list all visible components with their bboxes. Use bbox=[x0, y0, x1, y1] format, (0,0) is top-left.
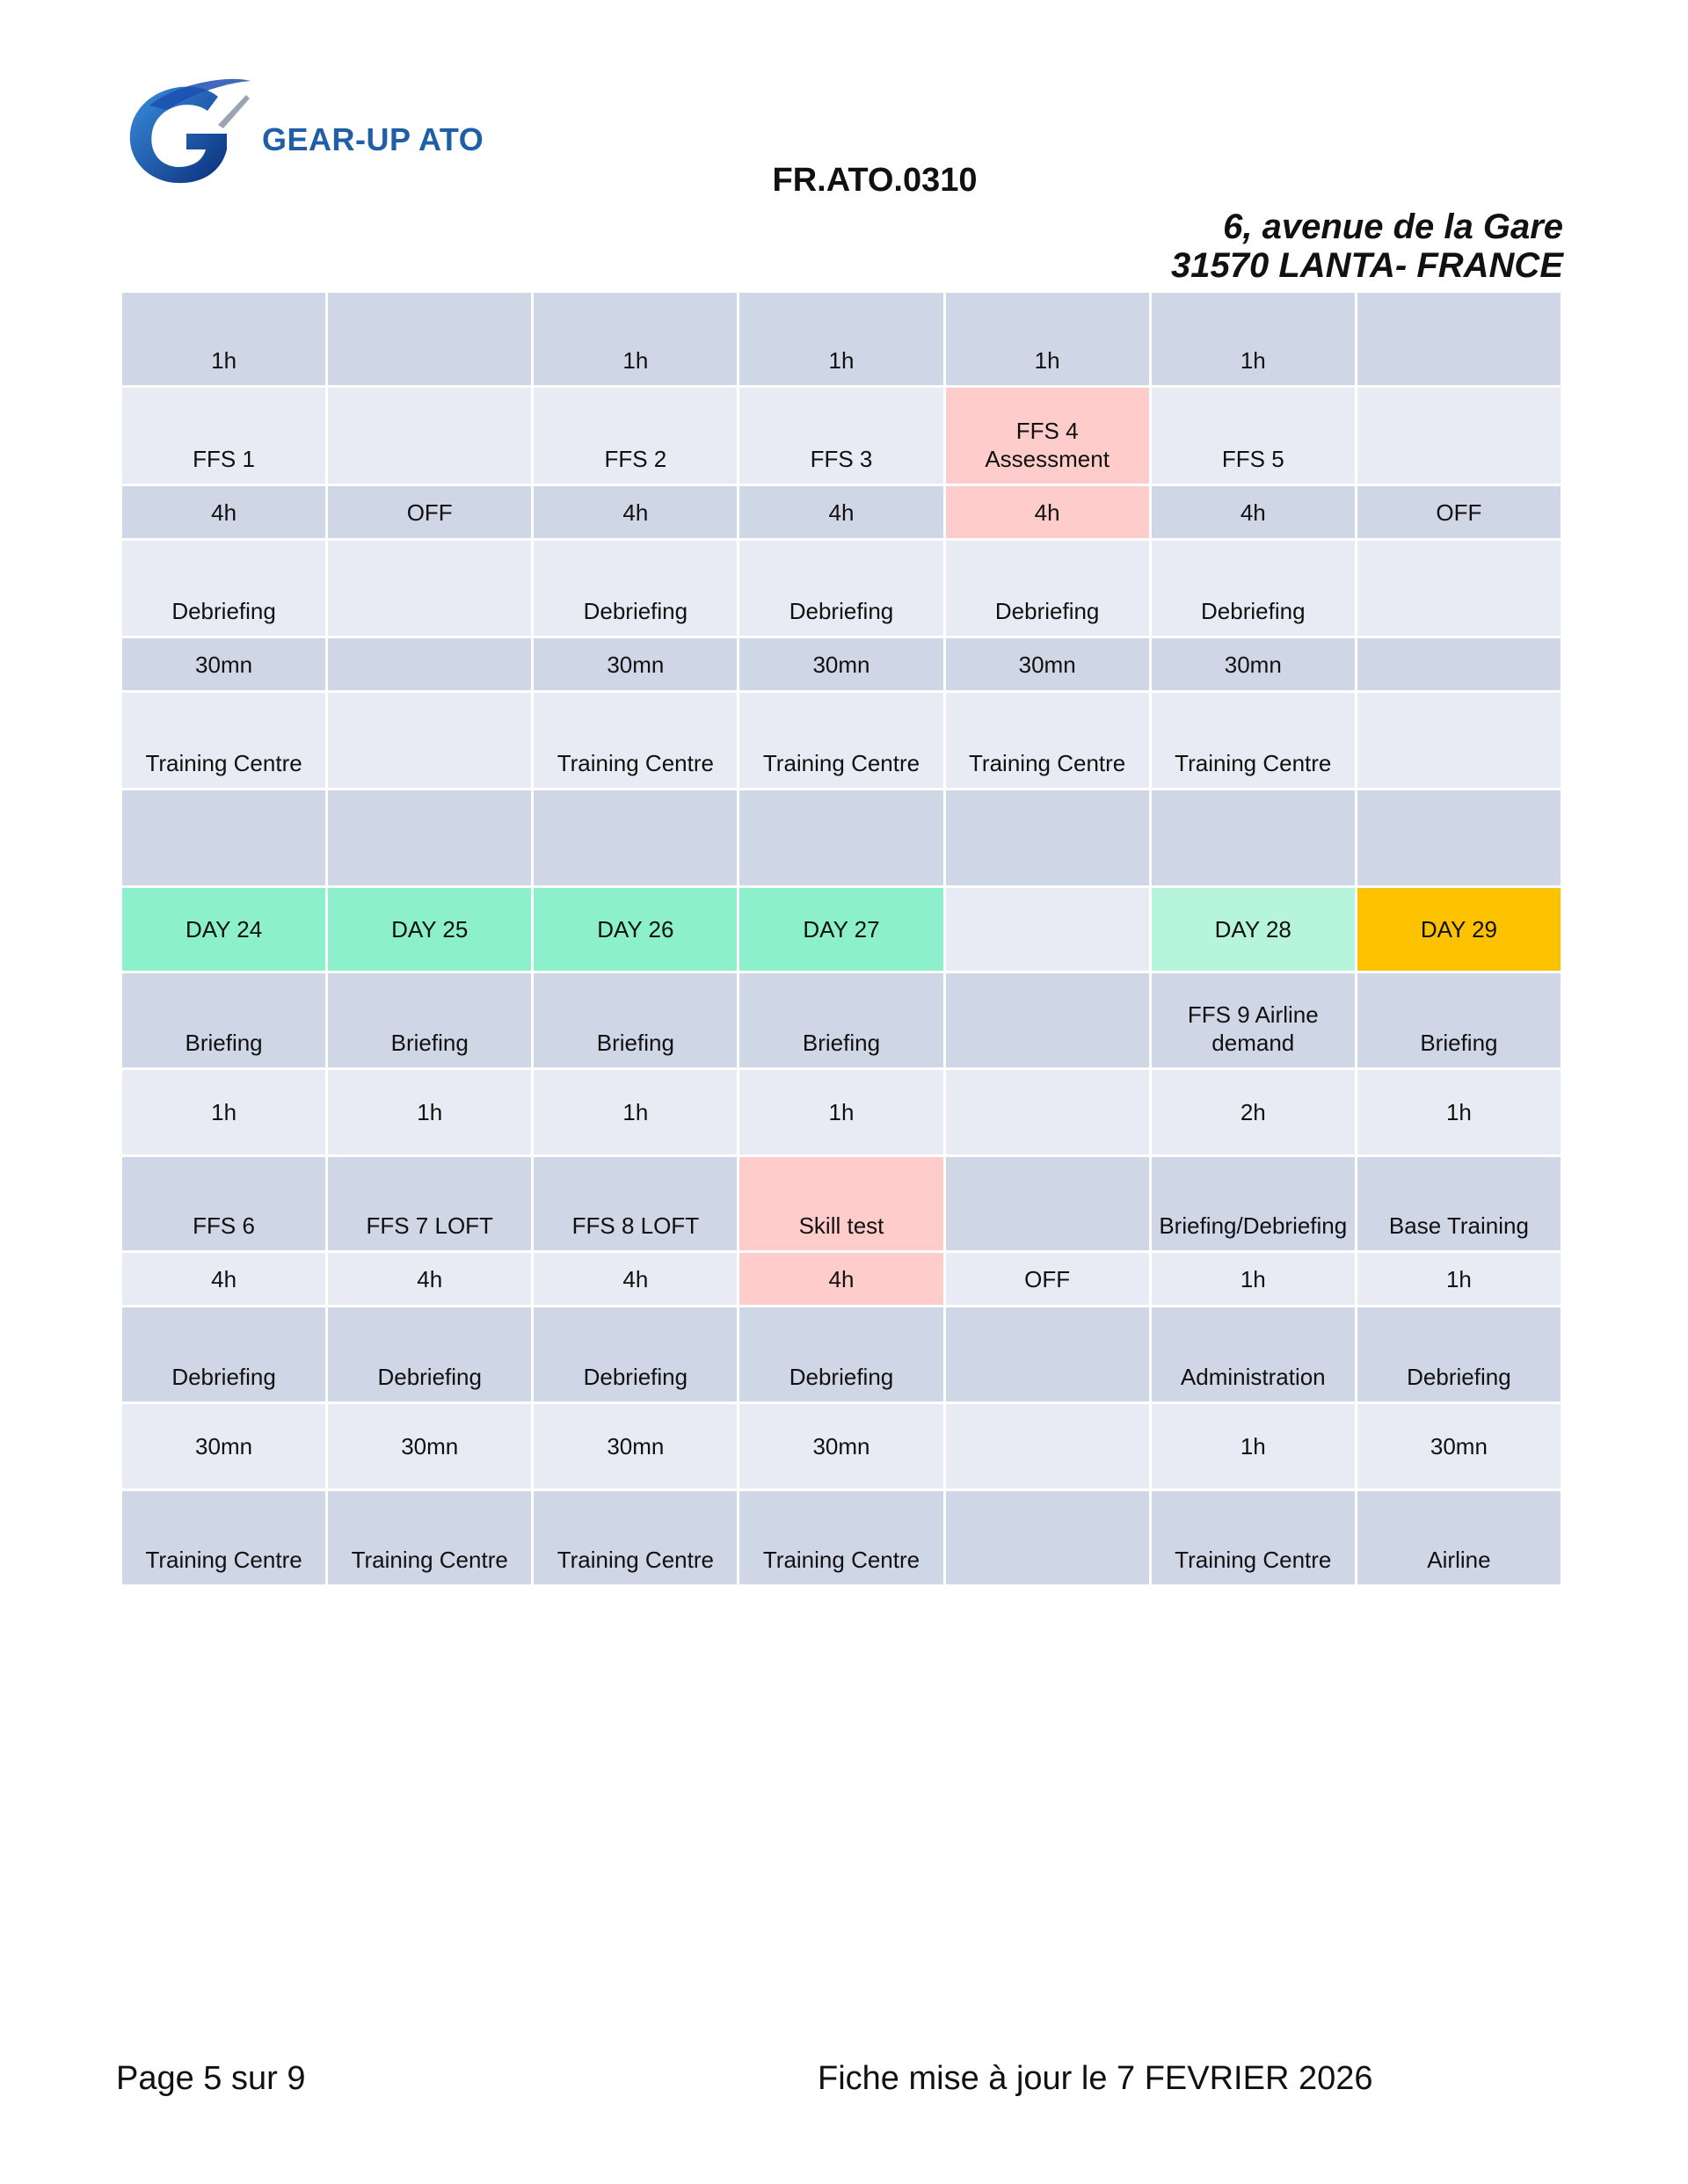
schedule-cell: 1h bbox=[738, 1069, 944, 1156]
schedule-cell: 30mn bbox=[1150, 637, 1356, 692]
schedule-cell bbox=[738, 790, 944, 887]
schedule-cell: 1h bbox=[1356, 1252, 1561, 1307]
schedule-cell: DAY 25 bbox=[327, 887, 533, 972]
schedule-cell bbox=[1356, 692, 1561, 790]
schedule-cell bbox=[944, 972, 1150, 1069]
schedule-cell: 1h bbox=[1150, 1403, 1356, 1490]
schedule-cell: OFF bbox=[944, 1252, 1150, 1307]
schedule-cell: 30mn bbox=[944, 637, 1150, 692]
schedule-cell: Debriefing bbox=[121, 540, 327, 637]
schedule-cell: Training Centre bbox=[1150, 692, 1356, 790]
schedule-cell: Skill test bbox=[738, 1156, 944, 1252]
schedule-cell: 30mn bbox=[738, 637, 944, 692]
schedule-row bbox=[121, 887, 1562, 972]
schedule-cell: DAY 28 bbox=[1150, 887, 1356, 972]
schedule-cell: OFF bbox=[1356, 485, 1561, 540]
schedule-cell bbox=[533, 790, 738, 887]
schedule-row bbox=[121, 387, 1562, 485]
schedule-cell: Debriefing bbox=[738, 540, 944, 637]
schedule-cell bbox=[944, 1307, 1150, 1403]
schedule-row bbox=[121, 485, 1562, 540]
schedule-row bbox=[121, 1069, 1562, 1156]
schedule-row bbox=[121, 1156, 1562, 1252]
schedule-row bbox=[121, 1403, 1562, 1490]
schedule-cell: Briefing bbox=[738, 972, 944, 1069]
schedule-cell: Administration bbox=[1150, 1307, 1356, 1403]
address-line-1: 6, avenue de la Gare bbox=[1223, 207, 1563, 246]
schedule-cell bbox=[944, 1156, 1150, 1252]
schedule-cell bbox=[1356, 292, 1561, 387]
schedule-cell: 4h bbox=[121, 1252, 327, 1307]
schedule-cell bbox=[327, 692, 533, 790]
schedule-row bbox=[121, 1307, 1562, 1403]
schedule-cell: FFS 5 bbox=[1150, 387, 1356, 485]
schedule-cell bbox=[1356, 387, 1561, 485]
schedule-cell: Training Centre bbox=[533, 692, 738, 790]
schedule-cell: 4h bbox=[121, 485, 327, 540]
schedule-cell: 4h bbox=[327, 1252, 533, 1307]
schedule-cell: 30mn bbox=[1356, 1403, 1561, 1490]
schedule-cell: 1h bbox=[1356, 1069, 1561, 1156]
schedule-cell: 30mn bbox=[121, 637, 327, 692]
schedule-cell: OFF bbox=[327, 485, 533, 540]
schedule-cell bbox=[1356, 540, 1561, 637]
schedule-cell: FFS 8 LOFT bbox=[533, 1156, 738, 1252]
update-date: Fiche mise à jour le 7 FEVRIER 2026 bbox=[818, 2060, 1373, 2097]
schedule-cell: Debriefing bbox=[1150, 540, 1356, 637]
schedule-cell: 2h bbox=[1150, 1069, 1356, 1156]
schedule-row bbox=[121, 292, 1562, 387]
schedule-cell: Training Centre bbox=[738, 692, 944, 790]
schedule-cell: FFS 9 Airline demand bbox=[1150, 972, 1356, 1069]
schedule-cell bbox=[1150, 790, 1356, 887]
schedule-cell: Debriefing bbox=[944, 540, 1150, 637]
schedule-cell: Briefing/Debriefing bbox=[1150, 1156, 1356, 1252]
logo-text: GEAR-UP ATO bbox=[262, 121, 484, 157]
schedule-cell: 4h bbox=[533, 485, 738, 540]
schedule-cell: Debriefing bbox=[1356, 1307, 1561, 1403]
schedule-cell: FFS 2 bbox=[533, 387, 738, 485]
schedule-row bbox=[121, 637, 1562, 692]
schedule-cell: 1h bbox=[533, 1069, 738, 1156]
schedule-cell: Training Centre bbox=[738, 1490, 944, 1586]
page-number: Page 5 sur 9 bbox=[116, 2060, 306, 2097]
schedule-cell: Debriefing bbox=[533, 540, 738, 637]
schedule-cell: Training Centre bbox=[121, 692, 327, 790]
schedule-cell bbox=[944, 1403, 1150, 1490]
schedule-cell: Training Centre bbox=[1150, 1490, 1356, 1586]
schedule-cell: DAY 26 bbox=[533, 887, 738, 972]
schedule-cell: 1h bbox=[121, 1069, 327, 1156]
schedule-cell bbox=[1356, 637, 1561, 692]
schedule-cell: 1h bbox=[1150, 1252, 1356, 1307]
document-reference: FR.ATO.0310 bbox=[772, 162, 978, 199]
schedule-cell: Debriefing bbox=[327, 1307, 533, 1403]
schedule-cell: Briefing bbox=[327, 972, 533, 1069]
schedule-cell: 30mn bbox=[533, 637, 738, 692]
schedule-cell: 30mn bbox=[121, 1403, 327, 1490]
schedule-cell: 4h bbox=[738, 485, 944, 540]
schedule-cell: Airline bbox=[1356, 1490, 1561, 1586]
schedule-cell: Training Centre bbox=[327, 1490, 533, 1586]
schedule-cell: Briefing bbox=[121, 972, 327, 1069]
schedule-cell bbox=[327, 637, 533, 692]
schedule-cell: FFS 1 bbox=[121, 387, 327, 485]
schedule-cell: Briefing bbox=[533, 972, 738, 1069]
schedule-cell: 1h bbox=[121, 292, 327, 387]
schedule-cell bbox=[944, 790, 1150, 887]
schedule-cell: FFS 4 Assessment bbox=[944, 387, 1150, 485]
schedule-cell: DAY 29 bbox=[1356, 887, 1561, 972]
schedule-cell: Training Centre bbox=[533, 1490, 738, 1586]
schedule-cell: 4h bbox=[944, 485, 1150, 540]
schedule-cell: FFS 6 bbox=[121, 1156, 327, 1252]
schedule-cell bbox=[327, 292, 533, 387]
schedule-row bbox=[121, 1490, 1562, 1586]
schedule-cell: 30mn bbox=[738, 1403, 944, 1490]
schedule-cell: Training Centre bbox=[944, 692, 1150, 790]
schedule-cell: Debriefing bbox=[533, 1307, 738, 1403]
schedule-row bbox=[121, 1252, 1562, 1307]
schedule-cell: 1h bbox=[327, 1069, 533, 1156]
schedule-cell: 4h bbox=[738, 1252, 944, 1307]
schedule-cell: FFS 3 bbox=[738, 387, 944, 485]
schedule-row bbox=[121, 790, 1562, 887]
schedule-cell: Base Training bbox=[1356, 1156, 1561, 1252]
schedule-cell bbox=[944, 1490, 1150, 1586]
schedule-cell: 1h bbox=[533, 292, 738, 387]
address-block bbox=[1171, 207, 1563, 285]
schedule-cell: 1h bbox=[1150, 292, 1356, 387]
schedule-row bbox=[121, 540, 1562, 637]
schedule-cell: Debriefing bbox=[121, 1307, 327, 1403]
schedule-cell: DAY 24 bbox=[121, 887, 327, 972]
schedule-row bbox=[121, 972, 1562, 1069]
schedule-cell: Training Centre bbox=[121, 1490, 327, 1586]
schedule-cell bbox=[327, 540, 533, 637]
schedule-cell: DAY 27 bbox=[738, 887, 944, 972]
schedule-cell: Briefing bbox=[1356, 972, 1561, 1069]
schedule-cell bbox=[1356, 790, 1561, 887]
schedule-cell bbox=[121, 790, 327, 887]
schedule-row bbox=[121, 692, 1562, 790]
schedule-cell: 30mn bbox=[533, 1403, 738, 1490]
schedule-cell: 30mn bbox=[327, 1403, 533, 1490]
schedule-cell bbox=[327, 387, 533, 485]
schedule-cell: 1h bbox=[738, 292, 944, 387]
schedule-cell: 4h bbox=[1150, 485, 1356, 540]
schedule-cell bbox=[944, 1069, 1150, 1156]
schedule-cell: FFS 7 LOFT bbox=[327, 1156, 533, 1252]
schedule-cell: 1h bbox=[944, 292, 1150, 387]
schedule-cell bbox=[327, 790, 533, 887]
training-schedule-table bbox=[120, 290, 1563, 1587]
schedule-cell: 4h bbox=[533, 1252, 738, 1307]
schedule-cell: Debriefing bbox=[738, 1307, 944, 1403]
address-line-2: 31570 LANTA- FRANCE bbox=[1171, 246, 1563, 285]
schedule-cell bbox=[944, 887, 1150, 972]
